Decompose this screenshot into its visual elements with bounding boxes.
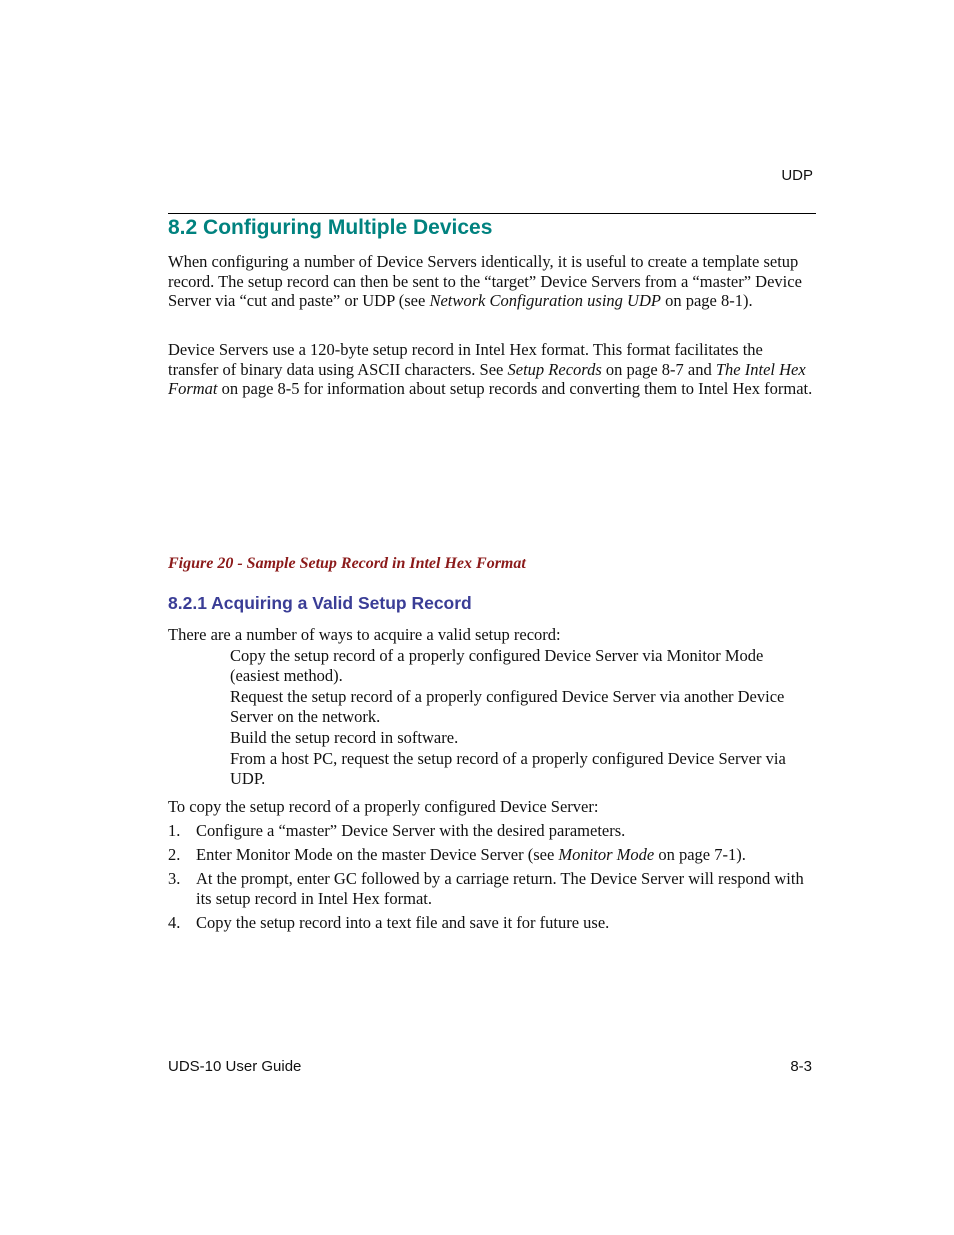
header-rule [168, 213, 816, 214]
list-intro: There are a number of ways to acquire a valid setup record: [168, 625, 561, 644]
step-text-part: on page 7-1). [654, 845, 746, 864]
step-number: 1. [168, 821, 181, 840]
paragraph-text: Device Servers use a 120-byte setup record in Intel Hex format. This format facilitates the transfer of binary data using ASCII characters. See [168, 340, 763, 379]
paragraph-text: on page 8-7 and [601, 359, 716, 379]
step-text: Copy the setup record into a text file and save it for future use. [196, 912, 610, 932]
step-item [168, 869, 814, 908]
step-text: At the prompt, enter GC followed by a carriage return. The Device Server will respond with its setup record in Intel Hex format. [196, 869, 804, 908]
figure-caption: Figure 20 - Sample Setup Record in Intel Hex Format [168, 555, 526, 572]
list-item: Copy the setup record of a properly configured Device Server via Monitor Mode (easiest method). [230, 646, 764, 685]
subsection-heading: 8.2.1 Acquiring a Valid Setup Record [168, 593, 472, 613]
step-item [168, 845, 814, 865]
step-item [168, 821, 814, 841]
paragraph-text: When configuring a number of Device Servers identically, it is useful to create a template setup record. The setup record can then be sent to the “target” Device Servers from a “master” Device Server via “cut and paste” or UDP (see [168, 252, 802, 311]
paragraph-intro [168, 252, 814, 311]
step-number: 2. [168, 845, 181, 864]
section-heading: 8.2 Configuring Multiple Devices [168, 216, 493, 239]
cross-reference-link[interactable]: Monitor Mode [558, 845, 655, 864]
steps-intro: To copy the setup record of a properly configured Device Server: [168, 797, 599, 816]
list-item: Build the setup record in software. [230, 727, 459, 747]
step-text-part: Enter Monitor Mode on the master Device Server (see [196, 845, 559, 864]
paragraph-text: on page 8-1). [660, 291, 753, 311]
step-text: Configure a “master” Device Server with the desired parameters. [196, 821, 626, 840]
page-number: 8-3 [790, 1058, 812, 1075]
step-text [196, 845, 814, 865]
numbered-steps [168, 821, 814, 937]
step-item [168, 913, 814, 933]
cross-reference-link[interactable]: The Intel Hex Format [168, 359, 806, 399]
paragraph-format [168, 340, 814, 399]
step-number: 3. [168, 869, 181, 888]
footer-title: UDS-10 User Guide [168, 1058, 302, 1075]
bullet-list [230, 646, 814, 790]
paragraph-text: on page 8-5 for information about setup records and converting them to Intel Hex format. [217, 379, 813, 399]
list-item: From a host PC, request the setup record of a properly configured Device Server via UDP. [230, 749, 786, 788]
step-number: 4. [168, 912, 181, 932]
running-header: UDP [781, 167, 813, 184]
cross-reference-link[interactable]: Setup Records [507, 359, 602, 379]
cross-reference-link[interactable]: Network Configuration using UDP [429, 291, 661, 311]
list-item: Request the setup record of a properly configured Device Server via another Device Server on the network. [230, 686, 785, 726]
